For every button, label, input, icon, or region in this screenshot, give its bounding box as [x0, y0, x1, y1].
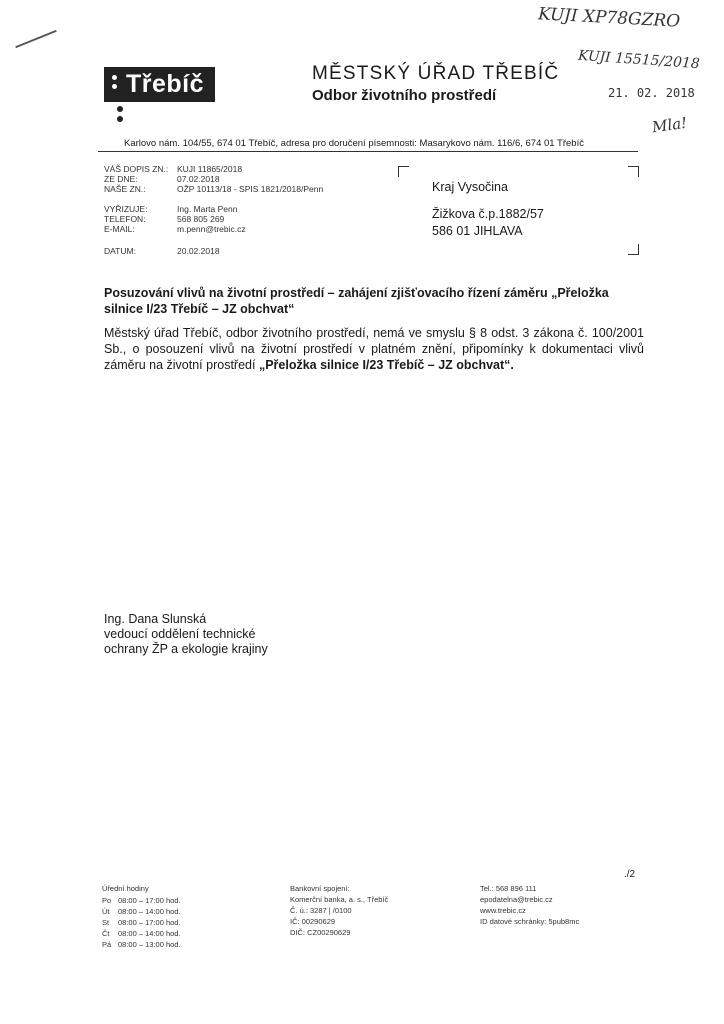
- contact-phone: Tel.: 568 896 111: [480, 884, 537, 893]
- bank-line: Č. ú.: 3287 | /0100: [290, 906, 352, 915]
- footer-hours: [102, 883, 181, 950]
- meta-value: 568 805 269: [177, 214, 225, 224]
- meta-label: TELEFON:: [104, 214, 146, 224]
- bank-line: IČ: 00290629: [290, 917, 336, 926]
- hours-row: St 08:00 – 17:00 hod.: [102, 918, 181, 927]
- hours-row: Pá 08:00 – 13:00 hod.: [102, 940, 181, 949]
- contact-databox: ID datové schránky: 5pub8mc: [480, 917, 580, 926]
- handwritten-initials: Mla!: [650, 113, 689, 137]
- meta-label: VYŘIZUJE:: [104, 204, 148, 214]
- address-corner-mark: [398, 166, 409, 177]
- date-stamp: 21. 02. 2018: [608, 86, 695, 100]
- signatory-role: ochrany ŽP a ekologie krajiny: [104, 642, 268, 656]
- meta-label: VÁŠ DOPIS ZN.:: [104, 164, 169, 174]
- recipient-name: Kraj Vysočina: [432, 180, 508, 194]
- handwritten-ref-1: KUJI XP78GZRO: [537, 4, 681, 32]
- hours-row: Po 08:00 – 17:00 hod.: [102, 896, 181, 905]
- signatory-name: Ing. Dana Slunská: [104, 612, 207, 626]
- logo-dot-icon: [117, 106, 123, 112]
- bank-line: Komerční banka, a. s., Třebíč: [290, 895, 389, 904]
- meta-value: m.penn@trebic.cz: [177, 224, 246, 234]
- meta-value: 20.02.2018: [177, 246, 220, 256]
- footer-contact: [480, 883, 579, 927]
- office-department: Odbor životního prostředí: [312, 87, 497, 104]
- handwritten-ref-2: KUJI 15515/2018: [577, 47, 701, 73]
- meta-label: NAŠE ZN.:: [104, 184, 146, 194]
- hours-title: Úřední hodiny: [102, 884, 149, 893]
- signatory-role: vedoucí oddělení technické: [104, 627, 256, 641]
- meta-value: Ing. Marta Penn: [177, 204, 238, 214]
- meta-label: DATUM:: [104, 246, 136, 256]
- bank-line: DIČ: CZ00290629: [290, 928, 351, 937]
- recipient-street: Žižkova č.p.1882/57: [432, 207, 544, 221]
- office-address: Karlovo nám. 104/55, 674 01 Třebíč, adresa pro doručení písemnosti: Masarykovo nám. 116/6, 674 01 Třebíč: [124, 138, 584, 149]
- meta-value: KUJI 11865/2018: [177, 164, 243, 174]
- logo-text: Třebíč: [126, 70, 205, 98]
- recipient-city: 586 01 JIHLAVA: [432, 224, 523, 238]
- logo-dots-icon: [112, 75, 117, 93]
- letter-subject: Posuzování vlivů na životní prostředí – zahájení zjišťovacího řízení záměru „Přeložka silnice I/23 Třebíč – JZ obchvat“: [104, 286, 609, 316]
- address-corner-mark: [628, 166, 639, 177]
- footer-bank: [290, 883, 388, 938]
- meta-label: ZE DNE:: [104, 174, 138, 184]
- contact-email: epodatelna@trebic.cz: [480, 895, 553, 904]
- pen-stroke: [15, 30, 57, 48]
- letter-body: [104, 325, 644, 373]
- contact-web: www.trebic.cz: [480, 906, 526, 915]
- office-title: MĚSTSKÝ ÚŘAD TŘEBÍČ: [312, 63, 560, 84]
- city-logo: [104, 67, 215, 102]
- bank-line: Bankovní spojení:: [290, 884, 350, 893]
- meta-value: 07.02.2018: [177, 174, 220, 184]
- address-corner-mark: [628, 244, 639, 255]
- hours-row: Út 08:00 – 14:00 hod.: [102, 907, 181, 916]
- header-divider: [98, 151, 638, 152]
- meta-label: E-MAIL:: [104, 224, 135, 234]
- body-text: Městský úřad Třebíč, odbor životního prostředí, nemá ve smyslu § 8 odst. 3 zákona č. 100/2001 Sb., o posouzení vlivů na životní prostředí v platném znění, připomínky k dokumentaci vlivů záměru na životní prostředí: [104, 326, 644, 372]
- body-emphasis: „Přeložka silnice I/23 Třebíč – JZ obchvat“.: [258, 358, 514, 372]
- meta-value: OŽP 10113/18 - SPIS 1821/2018/Penn: [177, 184, 324, 194]
- logo-dot-icon: [117, 116, 123, 122]
- page-number: ./2: [624, 869, 636, 880]
- hours-row: Čt 08:00 – 14:00 hod.: [102, 929, 181, 938]
